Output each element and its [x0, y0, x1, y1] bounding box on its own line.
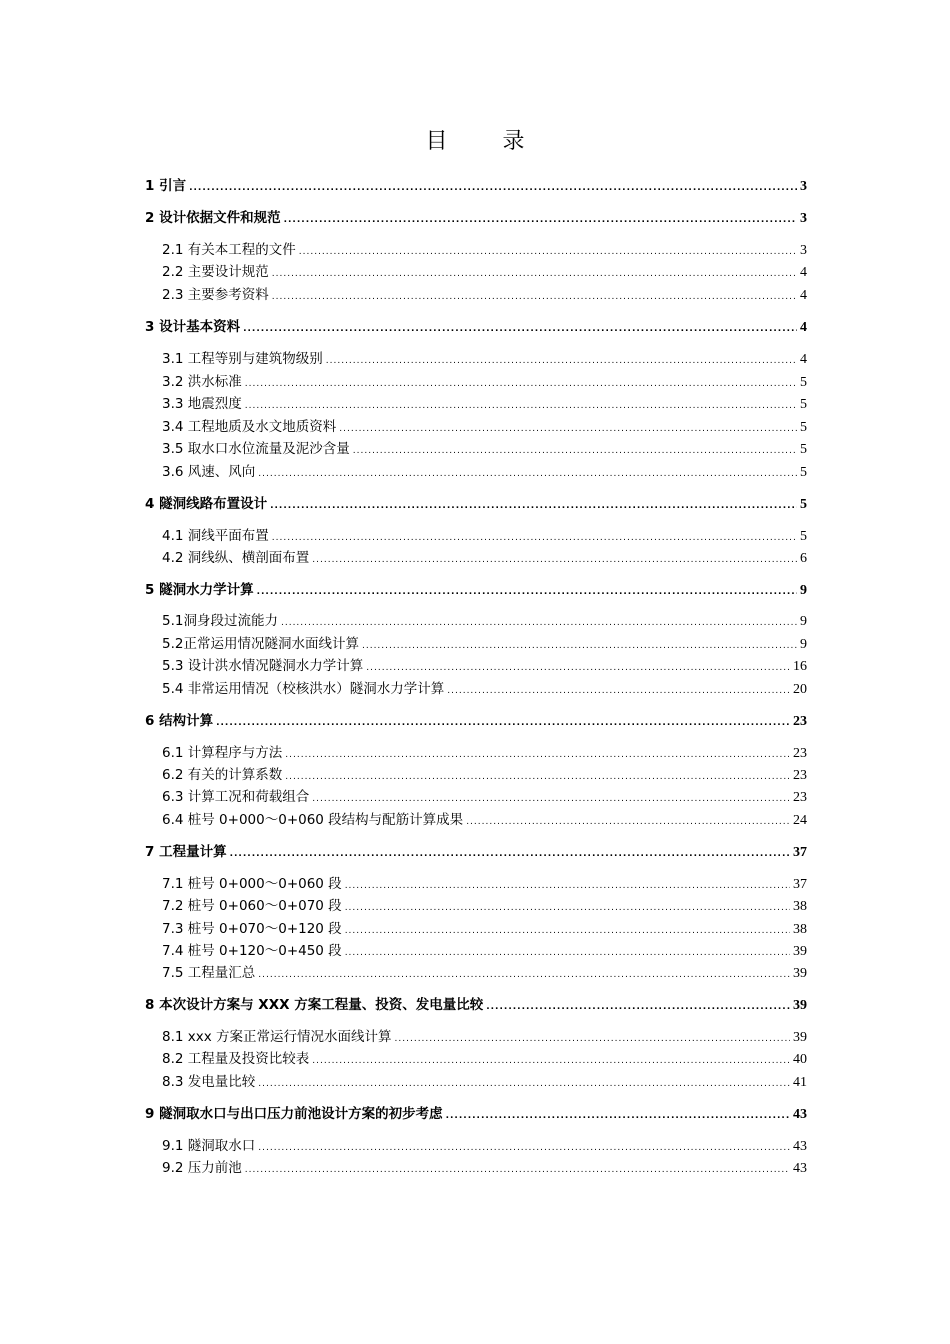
toc-subsection-entry[interactable] — [162, 656, 807, 676]
toc-entry-page-number: 41 — [793, 1075, 807, 1090]
toc-entry-page-number: 4 — [800, 288, 807, 303]
toc-section-entry[interactable] — [145, 208, 807, 228]
toc-entry-number: 2 — [145, 210, 160, 226]
toc-subsection-entry[interactable] — [162, 1136, 807, 1156]
toc-leader-dots — [312, 550, 797, 570]
toc-entry-number: 9.1 — [162, 1138, 188, 1154]
toc-entry-label: 工程量及投资比较表 — [187, 1051, 310, 1067]
toc-entry-label: 取水口水位流量及泥沙含量 — [187, 441, 350, 457]
toc-entry-label: 工程等别与建筑物级别 — [187, 351, 323, 367]
toc-entry-label: 设计洪水情况隧洞水力学计算 — [187, 658, 364, 674]
toc-entry-page-number: 43 — [793, 1107, 807, 1122]
toc-entry-label: 隧洞线路布置设计 — [159, 496, 268, 512]
toc-subsection-entry[interactable] — [162, 611, 807, 631]
toc-subsection-entry[interactable] — [162, 787, 807, 807]
toc-subsection-entry[interactable] — [162, 919, 807, 939]
toc-leader-dots — [345, 898, 790, 918]
toc-entry-label: xxx 方案正常运行情况水面线计算 — [187, 1029, 392, 1045]
toc-leader-dots — [258, 1138, 790, 1158]
toc-entry-number: 3.3 — [162, 396, 188, 412]
toc-leader-dots — [466, 812, 790, 832]
toc-entry-number: 9.2 — [162, 1160, 188, 1176]
toc-section-entry[interactable] — [145, 580, 807, 600]
toc-entry-number: 7.3 — [162, 921, 188, 937]
toc-entry-number: 5 — [145, 582, 160, 598]
toc-leader-dots — [245, 1160, 790, 1180]
toc-entry-page-number: 23 — [793, 746, 807, 761]
toc-entry-page-number: 39 — [793, 998, 807, 1013]
toc-entry-number: 3.5 — [162, 441, 188, 457]
toc-subsection-entry[interactable] — [162, 1072, 807, 1092]
toc-entry-number: 4.2 — [162, 550, 188, 566]
toc-entry-label: 发电量比较 — [187, 1074, 256, 1090]
toc-entry-number: 2.3 — [162, 287, 188, 303]
toc-leader-dots — [272, 528, 797, 548]
toc-leader-dots — [189, 178, 797, 198]
toc-entry-page-number: 4 — [800, 352, 807, 367]
toc-subsection-entry[interactable] — [162, 765, 807, 785]
toc-leader-dots — [395, 1029, 790, 1049]
toc-leader-dots — [258, 1074, 790, 1094]
toc-entry-number: 5.3 — [162, 658, 188, 674]
toc-entry-page-number: 24 — [793, 813, 807, 828]
toc-entry-page-number: 5 — [800, 465, 807, 480]
toc-entry-page-number: 5 — [800, 529, 807, 544]
toc-entry-page-number: 6 — [800, 551, 807, 566]
toc-leader-dots — [243, 319, 797, 339]
toc-entry-page-number: 23 — [793, 714, 807, 729]
toc-entry-number: 6.1 — [162, 745, 188, 761]
toc-entry-number: 3.6 — [162, 464, 188, 480]
toc-entry-number: 5.4 — [162, 681, 188, 697]
toc-section-entry[interactable] — [145, 1104, 807, 1124]
toc-entry-number: 5.1 — [162, 613, 184, 629]
toc-subsection-entry[interactable] — [162, 526, 807, 546]
toc-entry-number: 4 — [145, 496, 160, 512]
toc-leader-dots — [353, 441, 797, 461]
toc-section-entry[interactable] — [145, 176, 807, 196]
toc-leader-dots — [362, 636, 797, 656]
toc-subsection-entry[interactable] — [162, 349, 807, 369]
toc-leader-dots — [257, 582, 797, 602]
toc-entry-number: 9 — [145, 1106, 160, 1122]
toc-entry-number: 6.2 — [162, 767, 188, 783]
toc-subsection-entry[interactable] — [162, 634, 807, 654]
toc-entry-label: 洞身段过流能力 — [183, 613, 278, 629]
toc-entry-label: 洞线平面布置 — [187, 528, 269, 544]
toc-entry-label: 设计基本资料 — [159, 319, 241, 335]
toc-entry-page-number: 5 — [800, 442, 807, 457]
toc-entry-number: 7 — [145, 844, 160, 860]
toc-leader-dots — [446, 1106, 790, 1126]
toc-subsection-entry[interactable] — [162, 896, 807, 916]
toc-leader-dots — [312, 1051, 790, 1071]
toc-section-entry[interactable] — [145, 842, 807, 862]
toc-entry-page-number: 43 — [793, 1161, 807, 1176]
toc-entry-label: 隧洞取水口与出口压力前池设计方案的初步考虑 — [159, 1106, 443, 1122]
toc-leader-dots — [216, 713, 790, 733]
toc-entry-page-number: 23 — [793, 768, 807, 783]
toc-entry-label: 风速、风向 — [187, 464, 256, 480]
toc-entry-label: 设计依据文件和规范 — [159, 210, 281, 226]
toc-leader-dots — [447, 681, 790, 701]
toc-entry-number: 6.4 — [162, 812, 188, 828]
toc-subsection-entry[interactable] — [162, 941, 807, 961]
toc-entry-label: 洪水标准 — [187, 374, 242, 390]
toc-subsection-entry[interactable] — [162, 963, 807, 983]
toc-entry-label: 桩号 0+000～0+060 段 — [187, 876, 342, 892]
toc-entry-page-number: 5 — [800, 397, 807, 412]
toc-entry-label: 桩号 0+120～0+450 段 — [187, 943, 342, 959]
toc-subsection-entry[interactable] — [162, 394, 807, 414]
toc-subsection-entry[interactable] — [162, 462, 807, 482]
toc-leader-dots — [312, 789, 790, 809]
toc-leader-dots — [339, 419, 797, 439]
toc-entry-number: 2.2 — [162, 264, 188, 280]
toc-entry-page-number: 20 — [793, 682, 807, 697]
toc-entry-number: 1 — [145, 178, 160, 194]
toc-section-entry[interactable] — [145, 711, 807, 731]
toc-leader-dots — [285, 745, 790, 765]
toc-entry-label: 工程地质及水文地质资料 — [187, 419, 337, 435]
toc-entry-page-number: 3 — [800, 243, 807, 258]
toc-subsection-entry[interactable] — [162, 285, 807, 305]
toc-entry-page-number: 5 — [800, 375, 807, 390]
toc-subsection-entry[interactable] — [162, 372, 807, 392]
toc-entry-page-number: 23 — [793, 790, 807, 805]
toc-title: 目 录 — [425, 129, 549, 154]
toc-section-entry[interactable] — [145, 317, 807, 337]
toc-entry-page-number: 39 — [793, 1030, 807, 1045]
toc-entry-label: 结构计算 — [159, 713, 214, 729]
toc-entry-page-number: 5 — [800, 497, 807, 512]
toc-leader-dots — [326, 351, 797, 371]
toc-entry-page-number: 16 — [793, 659, 807, 674]
toc-leader-dots — [272, 264, 797, 284]
toc-entry-label: 主要设计规范 — [187, 264, 269, 280]
toc-section-entry[interactable] — [145, 995, 807, 1015]
toc-entry-label: 压力前池 — [187, 1160, 242, 1176]
toc-entry-label: 本次设计方案与 XXX 方案工程量、投资、发电量比较 — [159, 997, 484, 1013]
toc-entry-number: 7.1 — [162, 876, 188, 892]
toc-leader-dots — [230, 844, 790, 864]
toc-entry-label: 洞线纵、横剖面布置 — [187, 550, 310, 566]
toc-entry-number: 2.1 — [162, 242, 188, 258]
toc-leader-dots — [285, 767, 790, 787]
toc-entry-number: 8.2 — [162, 1051, 188, 1067]
toc-entry-page-number: 4 — [800, 320, 807, 335]
toc-entry-label: 桩号 0+000～0+060 段结构与配筋计算成果 — [187, 812, 464, 828]
toc-leader-dots — [258, 464, 797, 484]
toc-entry-page-number: 39 — [793, 966, 807, 981]
toc-entry-page-number: 3 — [800, 179, 807, 194]
toc-subsection-entry[interactable] — [162, 548, 807, 568]
toc-entry-label: 工程量汇总 — [187, 965, 256, 981]
toc-subsection-entry[interactable] — [162, 810, 807, 830]
toc-entry-number: 3.1 — [162, 351, 188, 367]
toc-entry-label: 计算工况和荷载组合 — [187, 789, 310, 805]
toc-entry-number: 3.2 — [162, 374, 188, 390]
toc-entry-number: 3 — [145, 319, 160, 335]
toc-entry-page-number: 39 — [793, 944, 807, 959]
toc-entry-number: 8.1 — [162, 1029, 188, 1045]
toc-entry-page-number: 9 — [800, 583, 807, 598]
toc-entry-label: 工程量计算 — [159, 844, 227, 860]
toc-entry-label: 计算程序与方法 — [187, 745, 283, 761]
toc-entry-label: 非常运用情况（校核洪水）隧洞水力学计算 — [187, 681, 445, 697]
toc-leader-dots — [299, 242, 797, 262]
toc-entry-label: 桩号 0+070～0+120 段 — [187, 921, 342, 937]
toc-leader-dots — [345, 921, 790, 941]
toc-entry-number: 6 — [145, 713, 160, 729]
toc-entry-page-number: 43 — [793, 1139, 807, 1154]
toc-subsection-entry[interactable] — [162, 439, 807, 459]
toc-entry-label: 引言 — [159, 178, 187, 194]
toc-leader-dots — [345, 876, 790, 896]
toc-entry-page-number: 38 — [793, 922, 807, 937]
toc-entry-label: 隧洞取水口 — [187, 1138, 256, 1154]
toc-subsection-entry[interactable] — [162, 240, 807, 260]
toc-leader-dots — [281, 613, 797, 633]
toc-entry-page-number: 40 — [793, 1052, 807, 1067]
toc-entry-page-number: 9 — [800, 637, 807, 652]
toc-entry-page-number: 38 — [793, 899, 807, 914]
toc-entry-page-number: 3 — [800, 211, 807, 226]
toc-entry-page-number: 9 — [800, 614, 807, 629]
toc-subsection-entry[interactable] — [162, 1027, 807, 1047]
toc-entry-number: 8 — [145, 997, 160, 1013]
toc-entry-number: 5.2 — [162, 636, 184, 652]
toc-entry-label: 正常运用情况隧洞水面线计算 — [183, 636, 359, 652]
toc-entry-label: 地震烈度 — [187, 396, 242, 412]
toc-entry-page-number: 4 — [800, 265, 807, 280]
toc-entry-label: 隧洞水力学计算 — [159, 582, 254, 598]
toc-section-entry[interactable] — [145, 494, 807, 514]
toc-leader-dots — [272, 287, 797, 307]
toc-entry-page-number: 37 — [793, 845, 807, 860]
toc-entry-page-number: 5 — [800, 420, 807, 435]
toc-entry-number: 7.5 — [162, 965, 188, 981]
toc-subsection-entry[interactable] — [162, 1049, 807, 1069]
toc-leader-dots — [284, 210, 797, 230]
toc-leader-dots — [345, 943, 790, 963]
toc-entry-number: 3.4 — [162, 419, 188, 435]
toc-entry-number: 6.3 — [162, 789, 188, 805]
toc-subsection-entry[interactable] — [162, 1158, 807, 1178]
toc-entry-label: 有关本工程的文件 — [187, 242, 296, 258]
toc-entry-number: 7.2 — [162, 898, 188, 914]
toc-entry-label: 桩号 0+060～0+070 段 — [187, 898, 342, 914]
toc-entry-label: 主要参考资料 — [187, 287, 269, 303]
toc-subsection-entry[interactable] — [162, 679, 807, 699]
toc-subsection-entry[interactable] — [162, 417, 807, 437]
toc-leader-dots — [486, 997, 790, 1017]
toc-subsection-entry[interactable] — [162, 874, 807, 894]
toc-leader-dots — [270, 496, 797, 516]
toc-entry-number: 8.3 — [162, 1074, 188, 1090]
toc-leader-dots — [245, 396, 797, 416]
toc-leader-dots — [366, 658, 790, 678]
toc-entry-label: 有关的计算系数 — [187, 767, 283, 783]
toc-entry-number: 7.4 — [162, 943, 188, 959]
toc-leader-dots — [258, 965, 790, 985]
toc-leader-dots — [245, 374, 797, 394]
toc-subsection-entry[interactable] — [162, 743, 807, 763]
toc-entry-page-number: 37 — [793, 877, 807, 892]
toc-entry-number: 4.1 — [162, 528, 188, 544]
toc-subsection-entry[interactable] — [162, 262, 807, 282]
